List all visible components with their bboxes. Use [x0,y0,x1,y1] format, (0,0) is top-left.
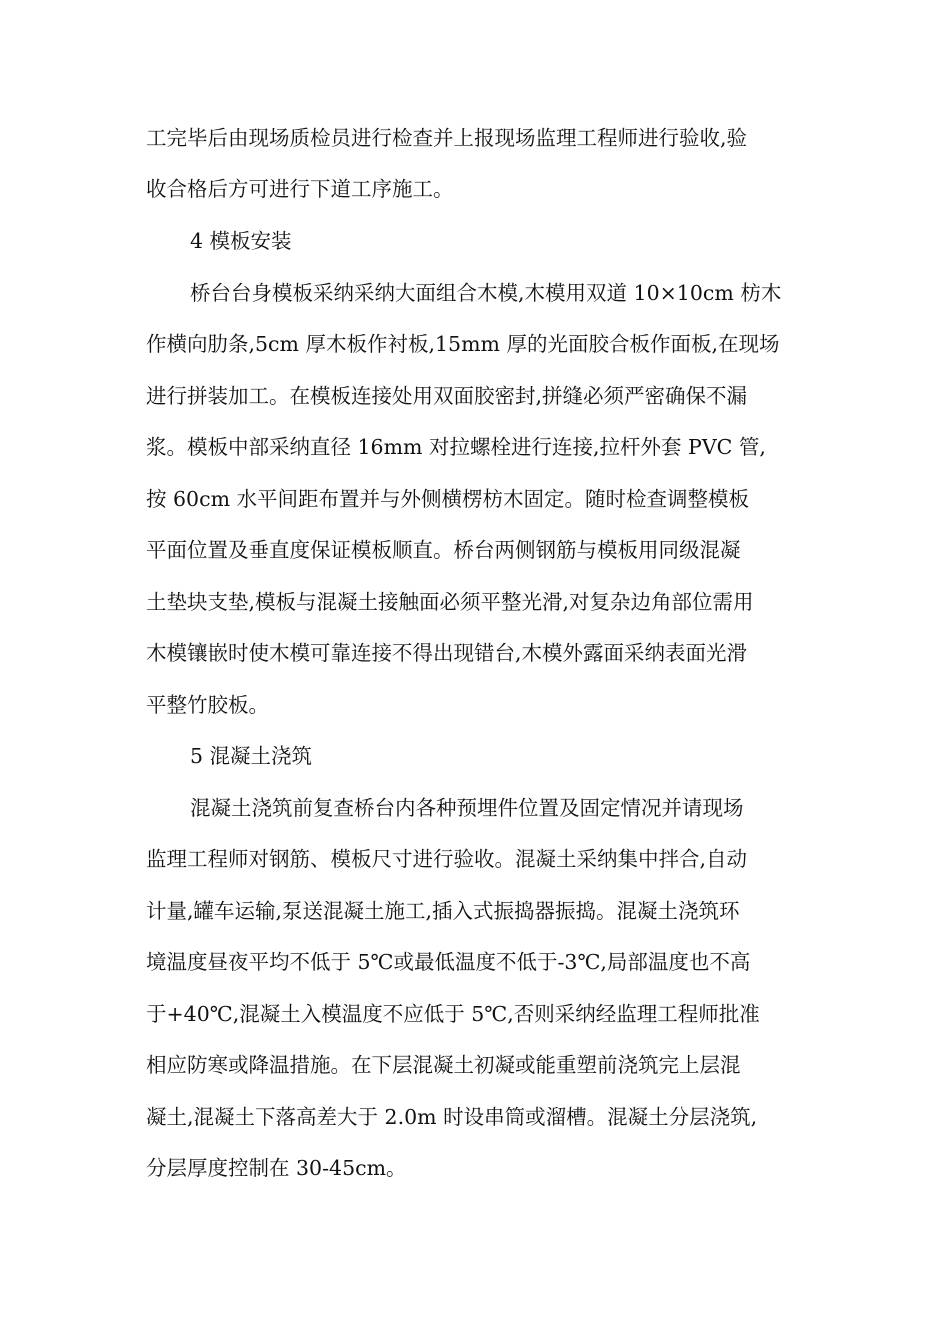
paragraph-line: 计量,罐车运输,泵送混凝土施工,插入式振捣器振捣。混凝土浇筑环 [146,899,740,923]
paragraph-line: 工完毕后由现场质检员进行检查并上报现场监理工程师进行验收,验 [146,126,748,150]
paragraph-line: 相应防寒或降温措施。在下层混凝土初凝或能重塑前浇筑完上层混 [146,1053,741,1077]
paragraph-line: 收合格后方可进行下道工序施工。 [146,177,454,201]
section-heading: 5 混凝土浇筑 [190,744,313,768]
section-heading: 4 模板安装 [190,229,292,253]
paragraph-line: 境温度昼夜平均不低于 5℃或最低温度不低于-3℃,局部温度也不高 [146,950,751,974]
paragraph-line: 按 60cm 水平间距布置并与外侧横楞枋木固定。随时检查调整模板 [146,487,750,511]
paragraph-line: 进行拼装加工。在模板连接处用双面胶密封,拼缝必须严密确保不漏 [146,384,748,408]
paragraph-line: 混凝土浇筑前复查桥台内各种预埋件位置及固定情况并请现场 [190,796,744,820]
paragraph-line: 浆。模板中部采纳直径 16mm 对拉螺栓进行连接,拉杆外套 PVC 管, [146,435,766,459]
paragraph-line: 于+40℃,混凝土入模温度不应低于 5℃,否则采纳经监理工程师批准 [146,1002,760,1026]
paragraph-line: 土垫块支垫,模板与混凝土接触面必须平整光滑,对复杂边角部位需用 [146,590,754,614]
paragraph-line: 分层厚度控制在 30-45cm。 [146,1156,407,1180]
paragraph-line: 木模镶嵌时使木模可靠连接不得出现错台,木模外露面采纳表面光滑 [146,641,748,665]
paragraph-line: 桥台台身模板采纳采纳大面组合木模,木模用双道 10×10cm 枋木 [190,281,782,305]
paragraph-line: 作横向肋条,5cm 厚木板作衬板,15mm 厚的光面胶合板作面板,在现场 [146,332,780,356]
paragraph-line: 凝土,混凝土下落高差大于 2.0m 时设串筒或溜槽。混凝土分层浇筑, [146,1105,758,1129]
paragraph-line: 平整竹胶板。 [146,693,269,717]
paragraph-line: 平面位置及垂直度保证模板顺直。桥台两侧钢筋与模板用同级混凝 [146,538,741,562]
paragraph-line: 监理工程师对钢筋、模板尺寸进行验收。混凝土采纳集中拌合,自动 [146,847,748,871]
